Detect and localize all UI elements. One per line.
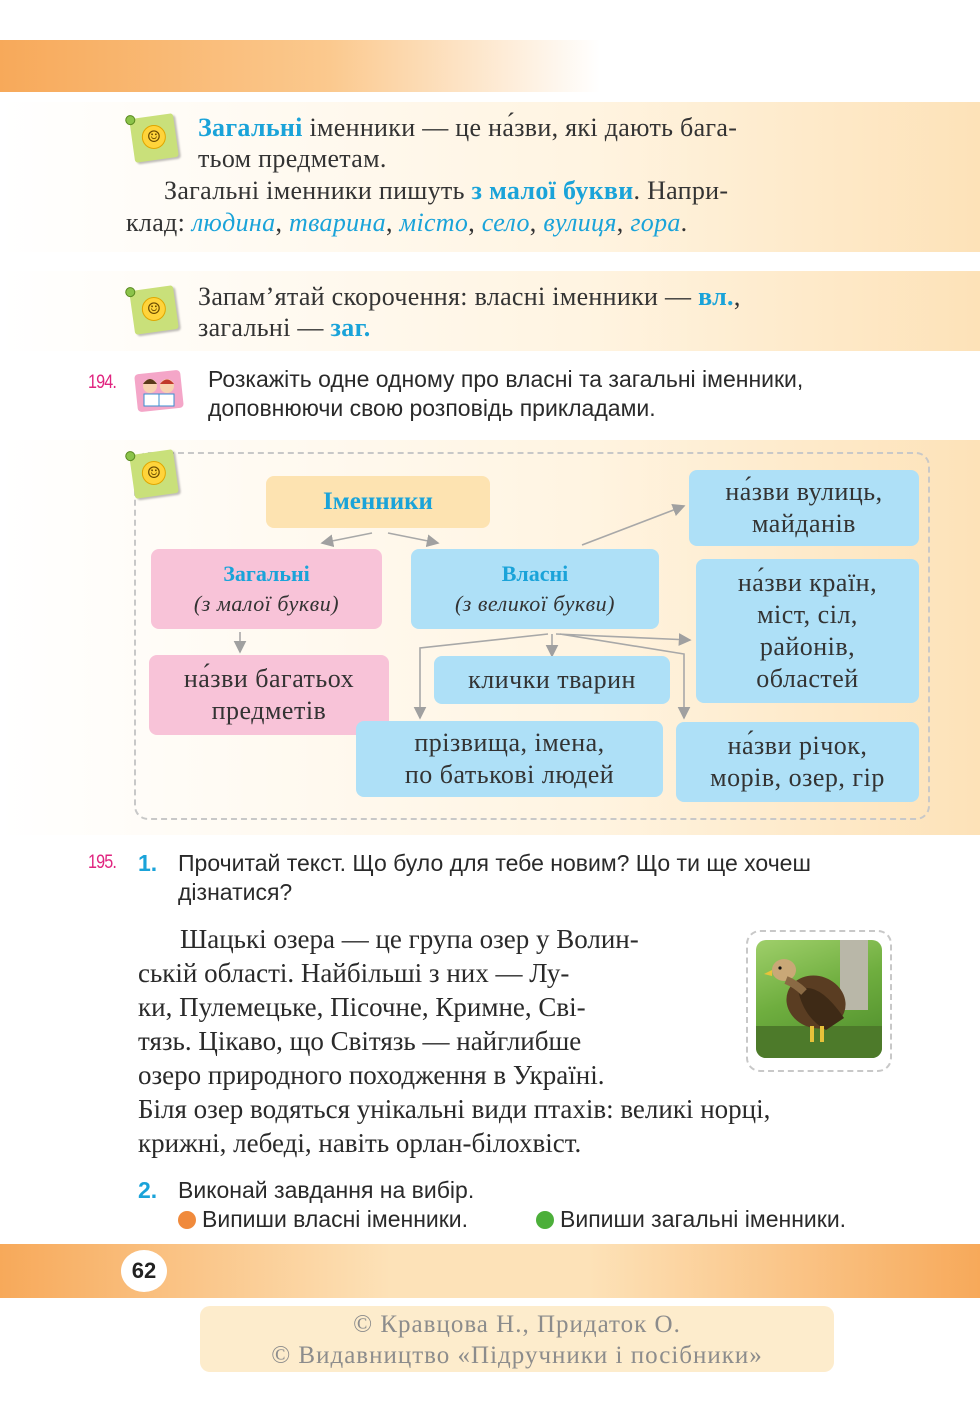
diagram-pets: клички тварин [434,656,670,704]
rule1-term: Загальні [198,113,303,142]
task-194-line1: Розкажіть одне одному про власні та загальні іменники, [208,366,804,392]
diagram-proper-nouns: Власні (з великої букви) [411,549,659,629]
copyright-line-1: © Кравцова Н., Придаток О. [353,1311,681,1338]
task-195-item2-text: Виконай завдання на вибір. [178,1177,475,1203]
eagle-photo [756,940,882,1058]
diagram-root-nouns: Іменники [266,476,490,528]
copyright-box [200,1306,834,1372]
diagram-countries: на́зви країн, міст, сіл, районів, областей [696,559,919,703]
diagram-common-nouns: Загальні (з малої букви) [151,549,382,629]
task-195-number: 195. [88,852,117,873]
task-195-item2-number: 2. [138,1177,158,1203]
diagram-rivers: на́зви річок, морів, озер, гір [676,722,919,802]
orange-dot-icon [178,1211,196,1229]
passage-line-7: крижні, лебеді, навіть орлан-білохвіст. [138,1128,582,1158]
passage-line-2: ській області. Найбільші з них — Лу- [138,958,570,988]
task-194-number: 194. [88,372,117,393]
rule1-line2: тьом предметам. [198,144,387,173]
task-195-item1-line2: дізнатися? [178,879,293,905]
diagram-common-child: на́зви багатьох предметів [149,655,389,735]
passage-line-1: Шацькі озера — це група озер у Волин- [180,924,639,954]
choice-common-nouns: Випиши загальні іменники. [536,1205,846,1234]
kids-reading-icon [132,366,186,414]
passage-line-5: озеро природного походження в Україні. [138,1060,605,1090]
smiley-sticker-icon: ☺ [129,285,179,335]
task-195-item1-number: 1. [138,850,158,876]
rule2-line1: Запам’ятай скорочення: власні іменники — вл., [198,282,741,311]
top-decorative-band [0,40,600,92]
passage-line-3: ки, Пулемецьке, Пісочне, Кримне, Сві- [138,992,586,1022]
smiley-sticker-icon: ☺ [129,449,179,499]
passage-line-6: Біля озер водяться унікальні види птахів: великі норці, [138,1094,771,1124]
rule2-line2: загальні — заг. [198,313,371,342]
choice-own-nouns: Випиши власні іменники. [178,1205,468,1234]
copyright-line-2: © Видавництво «Підручники і посібники» [271,1342,763,1369]
rule1-examples: клад: людина, тварина, місто, село, вулиця, гора. [126,208,688,237]
passage-line-4: тязь. Цікаво, що Світязь — найглибше [138,1026,582,1056]
rule1-line3: Загальні іменники пишуть з малої букви. Напри- [164,176,729,205]
task-194-line2: доповнюючи свою розповідь прикладами. [208,395,656,421]
smiley-sticker-icon: ☺ [129,113,179,163]
diagram-people: прізвища, імена, по батькові людей [356,721,663,797]
page-number: 62 [121,1250,167,1292]
green-dot-icon [536,1211,554,1229]
task-195-item1-line1: Прочитай текст. Що було для тебе новим? Що ти ще хочеш [178,850,811,876]
rule1-line1: Загальні іменники — це на́зви, які дають бага- [198,113,738,142]
diagram-streets: на́зви вулиць, майданів [689,470,919,546]
